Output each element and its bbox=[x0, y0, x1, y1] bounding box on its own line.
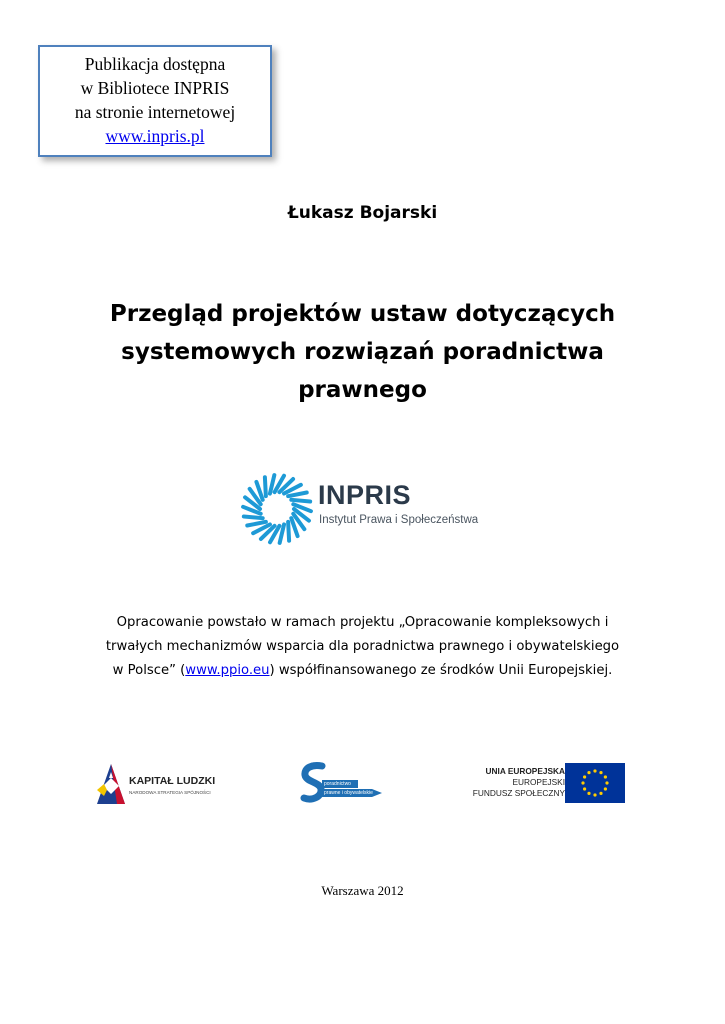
ppio-text-2: prawne i obywatelskie bbox=[324, 790, 373, 796]
title-line-1: Przegląd projektów ustaw dotyczących bbox=[109, 301, 616, 327]
project-line-2: trwałych mechanizmów wsparcia dla poradnictwa prawnego i obywatelskiego bbox=[105, 639, 620, 654]
project-line-1: Opracowanie powstało w ramach projektu „Opracowanie kompleksowych i bbox=[116, 615, 609, 630]
title-line-2: systemowych rozwiązań poradnictwa bbox=[121, 339, 604, 365]
notice-line-2: w Bibliotece INPRIS bbox=[80, 78, 230, 98]
author-name: Łukasz Bojarski bbox=[287, 203, 438, 223]
eu-line-1: UNIA EUROPEJSKA bbox=[485, 766, 565, 776]
notice-line-1: Publikacja dostępna bbox=[84, 54, 226, 74]
project-line-3-end: ) współfinansowanego ze środków Unii Europejskiej. bbox=[269, 663, 613, 678]
title-line-3: prawnego bbox=[298, 377, 427, 403]
kapital-ludzki-emblem-icon bbox=[95, 760, 127, 806]
eu-line-3: FUNDUSZ SPOŁECZNY bbox=[472, 788, 565, 798]
project-description bbox=[60, 611, 665, 683]
inpris-logo-subtitle: Instytut Prawa i Społeczeństwa bbox=[319, 514, 479, 526]
project-line-3 bbox=[60, 659, 665, 683]
eu-logo-text bbox=[473, 766, 565, 799]
library-notice-box bbox=[38, 45, 272, 157]
ppio-text-1: poradnictwo bbox=[324, 781, 351, 787]
document-title bbox=[100, 295, 625, 409]
inpris-logo-name: INPRIS bbox=[318, 480, 412, 510]
eu-logo bbox=[470, 763, 625, 805]
project-line-3-start: w Polsce” ( bbox=[112, 663, 186, 678]
inpris-logo bbox=[238, 466, 498, 550]
inpris-website-link[interactable]: www.inpris.pl bbox=[105, 126, 205, 146]
publication-place-year: Warszawa 2012 bbox=[321, 883, 404, 898]
ppio-website-link[interactable]: www.ppio.eu bbox=[185, 663, 270, 678]
notice-line-3: na stronie internetowej bbox=[74, 102, 236, 122]
eu-line-2: EUROPEJSKI bbox=[512, 777, 565, 787]
kapital-ludzki-subtitle: NARODOWA STRATEGIA SPÓJNOŚCI bbox=[129, 790, 211, 795]
ppio-logo bbox=[300, 760, 390, 806]
kapital-ludzki-title: KAPITAŁ LUDZKI bbox=[129, 775, 216, 787]
eu-flag-icon bbox=[565, 763, 625, 803]
inpris-sunburst-icon bbox=[240, 472, 314, 546]
kapital-ludzki-logo bbox=[95, 760, 235, 808]
